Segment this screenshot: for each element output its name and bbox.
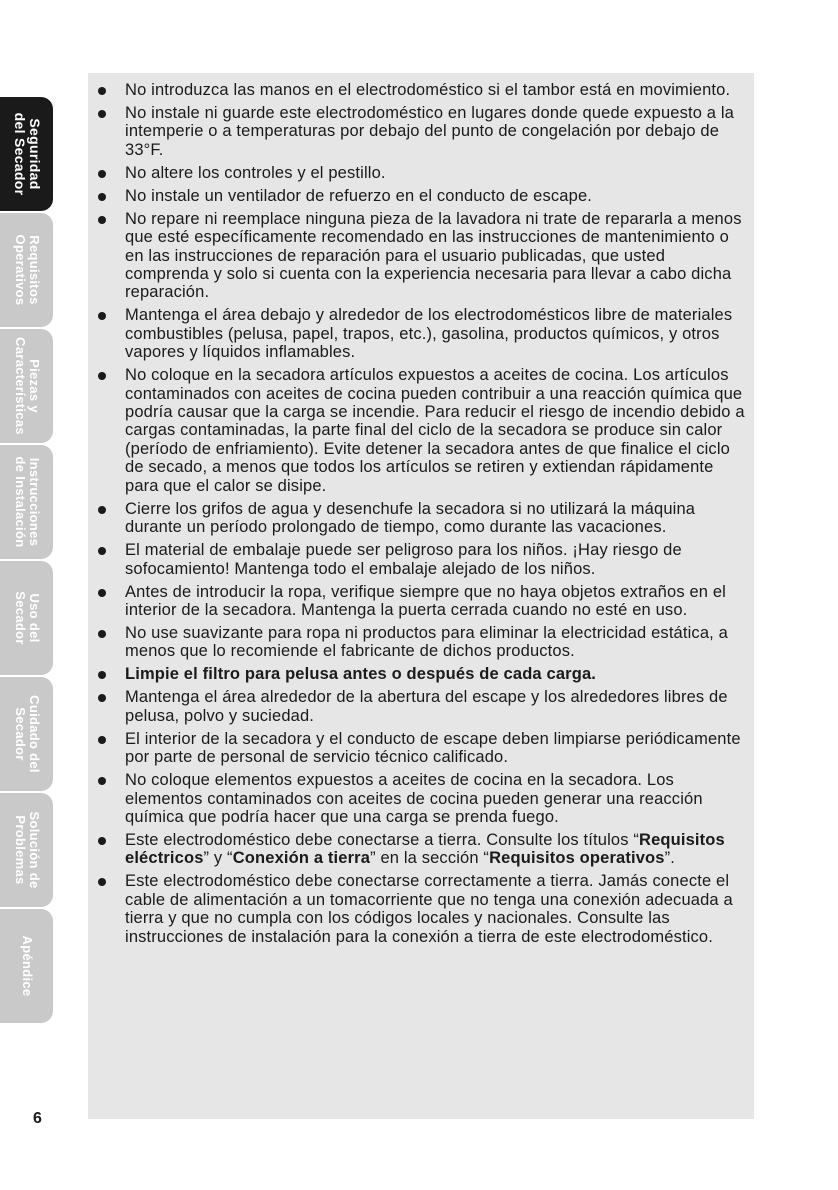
bullet-dot-icon [98, 87, 106, 95]
section-tab-1[interactable] [0, 213, 53, 327]
list-item-text: Este electrodoméstico debe conectarse correctamente a tierra. Jamás conecte el cable de alimentación a un tomacorriente que no tenga una conexión adecuada a tierra y que no cumpla con los códigos locales y nacionales. Consulte las instrucciones de instalación para la conexión a tierra de este electrodoméstico. [125, 872, 733, 946]
safety-instructions-panel [88, 73, 754, 1119]
list-item [88, 624, 748, 661]
list-item-text-part: Requisitos operativos [489, 849, 665, 868]
list-item [88, 583, 748, 620]
list-item [88, 500, 748, 537]
section-tab-3[interactable] [0, 445, 53, 559]
list-item [88, 541, 748, 578]
section-tab-label: Piezas y Características [12, 337, 42, 435]
section-tab-label: Cuidado del Secador [12, 695, 42, 773]
section-tab-7[interactable] [0, 909, 53, 1023]
section-tab-label: Seguridad del Secador [11, 112, 43, 196]
list-item [88, 306, 748, 361]
list-item [88, 872, 748, 946]
list-item-text: No altere los controles y el pestillo. [125, 163, 386, 182]
safety-bullet-list [88, 73, 754, 946]
section-tab-6[interactable] [0, 793, 53, 907]
list-item-text: No instale ni guarde este electrodoméstico en lugares donde quede expuesto a la intemperie o a temperaturas por debajo del punto de congelación por debajo de 33°F. [125, 104, 734, 159]
bullet-dot-icon [98, 630, 106, 638]
section-tab-label: Apéndice [19, 935, 35, 997]
list-item [88, 81, 748, 99]
list-item [88, 104, 748, 159]
list-item [88, 665, 748, 683]
bullet-dot-icon [98, 506, 106, 514]
list-item-text: El material de embalaje puede ser peligroso para los niños. ¡Hay riesgo de sofocamiento! Mantenga todo el embalaje alejado de los niños. [125, 541, 682, 578]
section-tab-4[interactable] [0, 561, 53, 675]
list-item [88, 730, 748, 767]
bullet-dot-icon [98, 837, 106, 845]
list-item-text: No introduzca las manos en el electrodoméstico si el tambor está en movimiento. [125, 81, 731, 99]
bullet-dot-icon [98, 878, 106, 886]
list-item [88, 771, 748, 826]
list-item-text-part: ”. [664, 849, 676, 868]
bullet-dot-icon [98, 216, 106, 224]
list-item-text-part: Conexión a tierra [232, 849, 371, 868]
section-tab-2[interactable] [0, 329, 53, 443]
bullet-dot-icon [98, 372, 106, 380]
section-tab-5[interactable] [0, 677, 53, 791]
list-item-text-part: ” y “ [203, 849, 233, 868]
bullet-dot-icon [98, 736, 106, 744]
list-item [88, 688, 748, 725]
section-tab-label: Instrucciones de Instalación [12, 456, 42, 548]
list-item-text: No repare ni reemplace ninguna pieza de la lavadora ni trate de repararla a menos que esté específicamente recomendado en las instrucciones de mantenimiento o en las instrucciones de reparación para el usuario publicadas, que usted comprenda y solo si cuenta con la experiencia necesaria para llevar a cabo dicha reparación. [125, 209, 742, 302]
list-item-text: Mantenga el área alrededor de la abertura del escape y los alrededores libres de pelusa, polvo y suciedad. [125, 688, 728, 725]
bullet-dot-icon [98, 312, 106, 320]
bullet-dot-icon [98, 694, 106, 702]
list-item-text: No use suavizante para ropa ni productos para eliminar la electricidad estática, a menos que lo recomiende el fabricante de dichos productos. [125, 623, 728, 661]
list-item-text: Mantenga el área debajo y alrededor de los electrodomésticos libre de materiales combustibles (pelusa, papel, trapos, etc.), gasolina, productos químicos, y otros vapores y líquidos inflamables. [125, 306, 733, 362]
section-tab-label: Uso del Secador [12, 591, 42, 645]
list-item [88, 164, 748, 182]
list-item-text: No coloque en la secadora artículos expuestos a aceites de cocina. Los artículos contaminados con aceites de cocina pueden contribuir a una reacción química que podría causar que la carga se incendie. Para reducir el riesgo de incendio debido a cargas contaminadas, la parte final del ciclo de la secadora se produce sin calor (período de enfriamiento). Evite detener la secadora antes de que finalice el ciclo de secado, a menos que todos los artículos se retiren y extiendan rápidamente para que el calor se disipe. [125, 366, 745, 495]
section-tab-0[interactable] [0, 97, 53, 211]
list-item-text: Cierre los grifos de agua y desenchufe la secadora si no utilizará la máquina durante un período prolongado de tiempo, como durante las vacaciones. [125, 499, 696, 537]
bullet-dot-icon [98, 193, 106, 201]
bullet-dot-icon [98, 170, 106, 178]
section-tabs [0, 97, 53, 1025]
list-item-text: Antes de introducir la ropa, verifique siempre que no haya objetos extraños en el interior de la secadora. Mantenga la puerta cerrada cuando no esté en uso. [125, 582, 727, 619]
bullet-dot-icon [98, 110, 106, 118]
section-tab-label: Solución de Problemas [12, 811, 42, 889]
list-item-text-part: Este electrodoméstico debe conectarse a tierra. Consulte los títulos “ [125, 830, 639, 849]
list-item-text-part: Requisitos eléctricos [125, 830, 725, 868]
list-item-text: El interior de la secadora y el conducto de escape deben limpiarse periódicamente por parte de personal de servicio técnico calificado. [125, 729, 741, 767]
bullet-dot-icon [98, 777, 106, 785]
list-item [88, 366, 748, 495]
section-tab-label: Requisitos Operativos [12, 234, 42, 306]
bullet-dot-icon [98, 671, 106, 679]
list-item [88, 831, 748, 868]
bullet-dot-icon [98, 547, 106, 555]
list-item [88, 210, 748, 302]
list-item-text-part: ” en la sección “ [370, 849, 490, 868]
list-item-text: No coloque elementos expuestos a aceites de cocina en la secadora. Los elementos contaminados con aceites de cocina pueden generar una reacción química que podría hacer que una carga se prenda fuego. [125, 771, 703, 826]
list-item [88, 187, 748, 205]
page-number: 6 [33, 1110, 42, 1127]
bullet-dot-icon [98, 589, 106, 597]
list-item-text: No instale un ventilador de refuerzo en el conducto de escape. [125, 186, 593, 205]
list-item-text: Limpie el filtro para pelusa antes o después de cada carga. [125, 665, 597, 684]
